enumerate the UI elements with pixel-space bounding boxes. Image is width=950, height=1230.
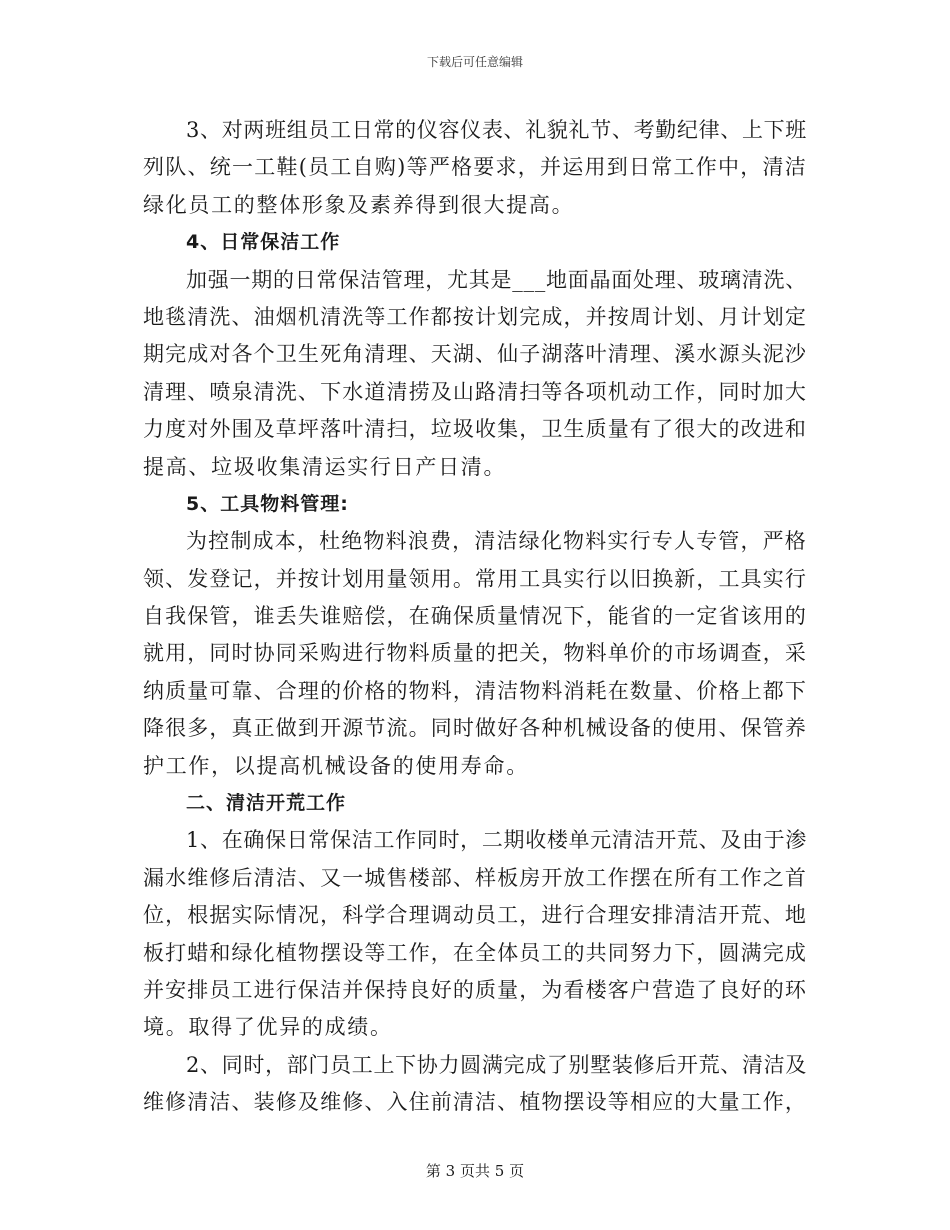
page-number-footer: 第 3 页共 5 页	[425, 1162, 525, 1180]
text-line: 清理、喷泉清洗、下水道清捞及山路清扫等各项机动工作，同时加大	[143, 379, 807, 404]
document-body	[143, 112, 807, 1122]
text-line: 绿化员工的整体形象及素养得到很大提高。	[143, 192, 575, 217]
text-line: 为控制成本，杜绝物料浪费，清洁绿化物料实行专人专管，严格	[186, 529, 807, 554]
text-line: 板打蜡和绿化植物摆设等工作，在全体员工的共同努力下，圆满完成	[143, 940, 807, 965]
text-line: 漏水维修后清洁、又一城售楼部、样板房开放工作摆在所有工作之首	[143, 865, 807, 890]
text-line: 维修清洁、装修及维修、入住前清洁、植物摆设等相应的大量工作，	[143, 1090, 807, 1115]
text-line: 加强一期的日常保洁管理，尤其是___地面晶面处理、玻璃清洗、	[186, 267, 807, 292]
text-line: 降很多，真正做到开源节流。同时做好各种机械设备的使用、保管养	[143, 716, 807, 741]
text-line: 3、对两班组员工日常的仪容仪表、礼貌礼节、考勤纪律、上下班	[186, 118, 807, 142]
text-line: 领、发登记，并按计划用量领用。常用工具实行以旧换新，工具实行	[143, 566, 807, 591]
text-line: 提高、垃圾收集清运实行日产日清。	[143, 454, 507, 479]
section-heading: 5、工具物料管理:	[186, 492, 349, 515]
text-line: 地毯清洗、油烟机清洗等工作都按计划完成，并按周计划、月计划定	[143, 304, 807, 329]
text-line: 并安排员工进行保洁并保持良好的质量，为看楼客户营造了良好的环	[143, 977, 807, 1002]
text-line: 列队、统一工鞋(员工自购)等严格要求，并运用到日常工作中，清洁	[143, 155, 807, 180]
section-heading: 二、清洁开荒工作	[186, 792, 347, 815]
text-line: 自我保管，谁丢失谁赔偿，在确保质量情况下，能省的一定省该用的	[143, 604, 807, 629]
text-line: 1、在确保日常保洁工作同时，二期收楼单元清洁开荒、及由于渗	[186, 828, 807, 853]
text-line: 境。取得了优异的成绩。	[143, 1015, 393, 1040]
text-line: 纳质量可靠、合理的价格的物料，清洁物料消耗在数量、价格上都下	[143, 678, 807, 703]
text-line: 就用，同时协同采购进行物料质量的把关，物料单价的市场调查，采	[143, 641, 807, 666]
text-line: 力度对外围及草坪落叶清扫，垃圾收集，卫生质量有了很大的改进和	[143, 417, 807, 442]
text-line: 2、同时，部门员工上下协力圆满完成了别墅装修后开荒、清洁及	[186, 1052, 807, 1077]
text-line: 位，根据实际情况，科学合理调动员工，进行合理安排清洁开荒、地	[143, 903, 807, 928]
text-line: 护工作，以提高机械设备的使用寿命。	[143, 753, 529, 778]
section-heading: 4、日常保洁工作	[186, 231, 341, 254]
page-header: 下载后可任意编辑	[426, 55, 523, 69]
text-line: 期完成对各个卫生死角清理、天湖、仙子湖落叶清理、溪水源头泥沙	[143, 342, 807, 367]
